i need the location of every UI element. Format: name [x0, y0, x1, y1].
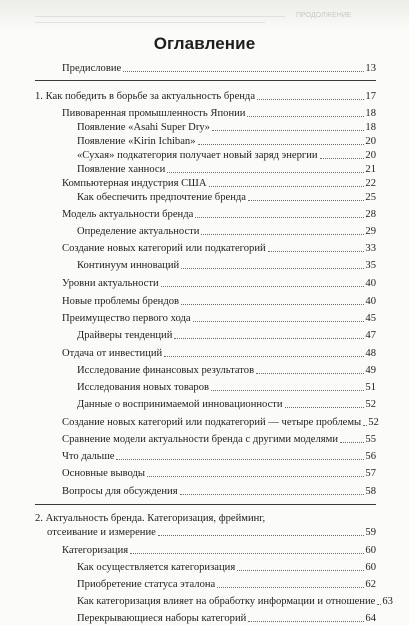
toc-entry[interactable] — [77, 163, 376, 176]
toc-entry-page: 28 — [365, 209, 376, 220]
toc-entry-title: Преимущество первого хода — [62, 313, 191, 324]
toc-entry-page: 17 — [365, 91, 376, 102]
leader-dots — [164, 356, 364, 357]
leader-dots — [320, 158, 365, 159]
section-divider — [35, 504, 376, 505]
toc-entry[interactable] — [62, 312, 376, 325]
toc-entry-title: Данные о воспринимаемой инновационности — [77, 399, 283, 410]
leader-dots — [363, 425, 367, 426]
toc-entry-page: 21 — [365, 164, 376, 175]
toc-entry-page: 52 — [365, 399, 376, 410]
toc-entry[interactable] — [62, 544, 376, 557]
toc-entry-title: «Сухая» подкатегория получает новый заряд энергии — [77, 150, 318, 161]
leader-dots — [237, 570, 364, 571]
bleed-rule — [35, 16, 285, 17]
toc-entry[interactable] — [77, 398, 376, 411]
toc-entry[interactable] — [62, 242, 376, 255]
leader-dots — [198, 144, 365, 145]
toc-entry-page: 55 — [365, 434, 376, 445]
toc-entry-page: 18 — [365, 108, 376, 119]
leader-dots — [285, 407, 365, 408]
leader-dots — [174, 338, 364, 339]
leader-dots — [257, 99, 364, 100]
toc-entry-page: 22 — [365, 178, 376, 189]
toc-entry[interactable] — [62, 467, 376, 480]
toc-entry[interactable] — [77, 259, 376, 272]
toc-entry-page: 58 — [365, 486, 376, 497]
toc-entry-page: 57 — [365, 468, 376, 479]
toc-entry-page: 49 — [365, 365, 376, 376]
toc-entry[interactable] — [77, 595, 393, 608]
toc-entry-page: 25 — [365, 192, 376, 203]
leader-dots — [340, 442, 364, 443]
leader-dots — [377, 604, 381, 605]
toc-entry-title: Как категоризация влияет на обработку информации и отношение — [77, 596, 376, 607]
toc-entry[interactable] — [77, 225, 376, 238]
toc-entry-title: Модель актуальности бренда — [62, 209, 194, 220]
toc-entry-title: Появление «Kirin Ichiban» — [77, 136, 196, 147]
toc-entry-title: Создание новых категорий или подкатегорий — [62, 243, 266, 254]
toc-entry-page: 13 — [365, 63, 376, 74]
toc-entry[interactable] — [62, 277, 376, 290]
toc-entry[interactable] — [77, 121, 376, 134]
toc-entry-page: 20 — [365, 150, 376, 161]
leader-dots — [123, 71, 364, 72]
toc-entry-title: Драйверы тенденций — [77, 330, 173, 341]
toc-entry-page: 60 — [365, 562, 376, 573]
leader-dots — [167, 172, 364, 173]
leader-dots — [211, 390, 364, 391]
leader-dots — [116, 459, 364, 460]
leader-dots — [181, 268, 364, 269]
toc-entry-title: Приобретение статуса эталона — [77, 579, 216, 590]
leader-dots — [248, 621, 364, 622]
toc-entry-title: Исследования новых товаров — [77, 382, 209, 393]
leader-dots — [180, 494, 365, 495]
toc-entry-page: 40 — [365, 278, 376, 289]
toc-entry[interactable] — [62, 295, 376, 308]
leader-dots — [147, 476, 364, 477]
toc-entry[interactable] — [77, 135, 376, 148]
toc-entry[interactable] — [62, 416, 379, 429]
toc-entry-title: Вопросы для обсуждения — [62, 486, 178, 497]
toc-entry[interactable] — [62, 433, 376, 446]
toc-entry-title: Новые проблемы брендов — [62, 296, 180, 307]
toc-entry-page: 63 — [382, 596, 393, 607]
toc-chapter-title: 1. Как победить в борьбе за актуальность бренда — [35, 91, 256, 102]
toc-entry-title: Что дальше — [62, 451, 115, 462]
toc-entry-page: 51 — [365, 382, 376, 393]
toc-entry[interactable] — [62, 450, 376, 463]
toc-entry-page: 59 — [365, 527, 376, 538]
toc-entry[interactable] — [62, 347, 376, 360]
toc-entry-title: Исследование финансовых результатов — [77, 365, 255, 376]
leader-dots — [209, 186, 365, 187]
section-divider — [35, 80, 376, 81]
toc-entry-title: Определение актуальности — [77, 226, 200, 237]
toc-entry-title: Перекрывающиеся наборы категорий — [77, 613, 247, 624]
leader-dots — [130, 553, 364, 554]
toc-entry-title: Появление «Asahi Super Dry» — [77, 122, 210, 133]
toc-entry-title: Предисловие — [62, 63, 122, 74]
leader-dots — [161, 286, 365, 287]
toc-entry-title: Основные выводы — [62, 468, 146, 479]
toc-entry-page: 20 — [365, 136, 376, 147]
leader-dots — [158, 535, 365, 536]
toc-entry-title: Сравнение модели актуальности бренда с другими моделями — [62, 434, 339, 445]
toc-entry-page: 40 — [365, 296, 376, 307]
leader-dots — [193, 321, 365, 322]
toc-entry-page: 29 — [365, 226, 376, 237]
previous-page-bleed — [0, 0, 409, 30]
toc-chapter-title-cont: отсеивание и измерение — [47, 527, 156, 538]
toc-entry[interactable] — [77, 364, 376, 377]
toc-entry-title: Уровни актуальности — [62, 278, 159, 289]
toc-entry[interactable] — [62, 485, 376, 498]
toc-entry[interactable] — [62, 208, 376, 221]
toc-entry[interactable] — [62, 107, 376, 120]
toc-entry-page: 18 — [365, 122, 376, 133]
leader-dots — [247, 116, 364, 117]
toc-entry-page: 64 — [365, 613, 376, 624]
toc-entry[interactable] — [62, 177, 376, 190]
toc-entry-title: Пивоваренная промышленность Японии — [62, 108, 246, 119]
toc-entry-title: Появление ханноси — [77, 164, 166, 175]
toc-entry[interactable] — [77, 381, 376, 394]
toc-entry-page: 62 — [365, 579, 376, 590]
leader-dots — [256, 373, 364, 374]
leader-dots — [181, 304, 364, 305]
toc-chapter[interactable] — [47, 526, 376, 539]
leader-dots — [248, 200, 364, 201]
toc-entry[interactable] — [77, 191, 376, 204]
toc-entry-title: Как обеспечить предпочтение бренда — [77, 192, 246, 203]
toc-entry-page: 45 — [365, 313, 376, 324]
toc-entry[interactable] — [77, 578, 376, 591]
toc-chapter-title[interactable]: 2. Актуальность бренда. Категоризация, фрейминг, — [35, 513, 266, 524]
toc-entry[interactable] — [77, 149, 376, 162]
toc-entry[interactable] — [77, 561, 376, 574]
bleed-rule — [35, 22, 265, 23]
toc-entry-title: Отдача от инвестиций — [62, 348, 163, 359]
toc-entry-title: Как осуществляется категоризация — [77, 562, 236, 573]
leader-dots — [195, 217, 364, 218]
bleed-header-mark: ПРОДОЛЖЕНИЕ — [296, 12, 352, 19]
toc-entry-page: 47 — [365, 330, 376, 341]
leader-dots — [268, 251, 365, 252]
page-title: Оглавление — [153, 34, 256, 53]
leader-dots — [217, 587, 364, 588]
toc-entry-page: 48 — [365, 348, 376, 359]
toc-entry-page: 60 — [365, 545, 376, 556]
toc-chapter[interactable] — [35, 90, 376, 103]
toc-entry[interactable] — [77, 329, 376, 342]
toc-entry-page: 35 — [365, 260, 376, 271]
toc-entry-title: Категоризация — [62, 545, 129, 556]
toc-entry-title: Континуум инноваций — [77, 260, 180, 271]
toc-entry-page: 52 — [368, 417, 379, 428]
toc-entry[interactable] — [77, 612, 376, 625]
toc-entry[interactable] — [62, 62, 376, 75]
leader-dots — [212, 130, 364, 131]
toc-entry-page: 33 — [365, 243, 376, 254]
toc-entry-title: Создание новых категорий или подкатегорий — четыре проблемы — [62, 417, 362, 428]
toc-entry-title: Компьютерная индустрия США — [62, 178, 207, 189]
leader-dots — [201, 234, 364, 235]
toc-entry-page: 56 — [365, 451, 376, 462]
